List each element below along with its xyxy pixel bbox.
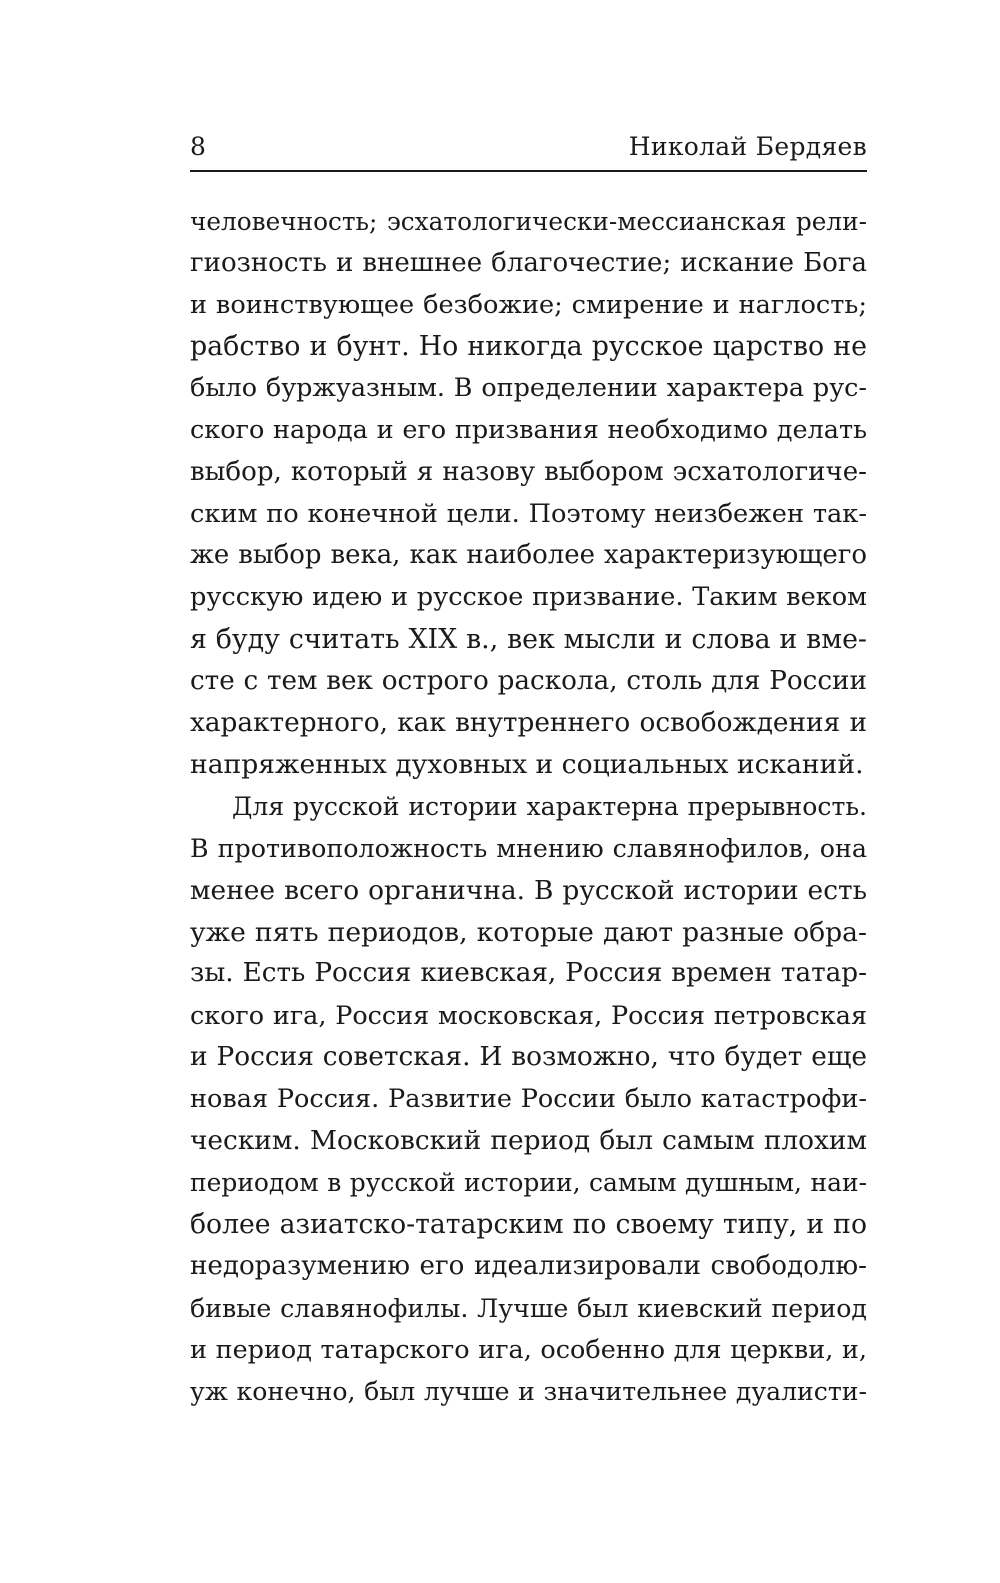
text-line: и воинствующее безбожие; смирение и наглость; xyxy=(190,289,867,320)
text-line: и период татарского ига, особенно для церкви, и, xyxy=(190,1334,867,1365)
header-rule xyxy=(190,170,867,172)
text-line: зы. Есть Россия киевская, Россия времен татар- xyxy=(190,958,867,989)
body-text xyxy=(190,201,867,1413)
text-line: рабство и бунт. Но никогда русское царство не xyxy=(190,331,867,363)
text-line: новая Россия. Развитие России было катастрофи- xyxy=(190,1083,867,1114)
text-line: ским по конечной цели. Поэтому неизбежен так- xyxy=(190,498,867,529)
running-title-author: Николай Бердяев xyxy=(628,132,867,161)
text-line: В противоположность мнению славянофилов, она xyxy=(190,832,867,863)
text-line: гиозность и внешнее благочестие; искание Бога xyxy=(190,247,867,278)
running-header xyxy=(190,132,867,168)
text-line: уже пять периодов, которые дают разные обра- xyxy=(190,916,867,948)
paragraph-end-line: напряженных духовных и социальных исканий. xyxy=(190,749,864,781)
text-line: периодом в русской истории, самым душным, наи- xyxy=(190,1168,867,1198)
text-line: ческим. Московский период был самым плохим xyxy=(190,1125,867,1156)
text-line: уж конечно, был лучше и значительнее дуалисти- xyxy=(190,1377,867,1407)
text-line: человечность; эсхатологически-мессианская рели- xyxy=(190,207,867,236)
text-line: же выбор века, как наиболее характеризующего xyxy=(190,540,867,571)
text-line: русскую идею и русское призвание. Таким веком xyxy=(190,582,867,613)
text-line: более азиатско-татарским по своему типу, и по xyxy=(190,1209,867,1241)
text-line: и Россия советская. И возможно, что будет еще xyxy=(190,1041,867,1072)
text-line: выбор, который я назову выбором эсхатологиче- xyxy=(190,456,867,487)
text-line: недоразумению его идеализировали свободолю- xyxy=(190,1250,867,1281)
text-line: сте с тем век острого раскола, столь для России xyxy=(190,665,867,696)
page-number: 8 xyxy=(190,132,206,161)
book-page xyxy=(190,0,867,1583)
text-line: ского ига, Россия московская, Россия петровская xyxy=(190,1000,867,1031)
text-line: ского народа и его призвания необходимо делать xyxy=(190,414,867,445)
text-line: бивые славянофилы. Лучше был киевский период xyxy=(190,1293,867,1323)
text-line: менее всего органична. В русской истории есть xyxy=(190,874,867,906)
paragraph-start-line: Для русской истории характерна прерывность. xyxy=(232,792,867,822)
text-line: было буржуазным. В определении характера рус- xyxy=(190,373,867,404)
text-line: характерного, как внутреннего освобождения и xyxy=(190,707,867,738)
text-line: я буду считать XIX в., век мысли и слова и вме- xyxy=(190,623,867,655)
